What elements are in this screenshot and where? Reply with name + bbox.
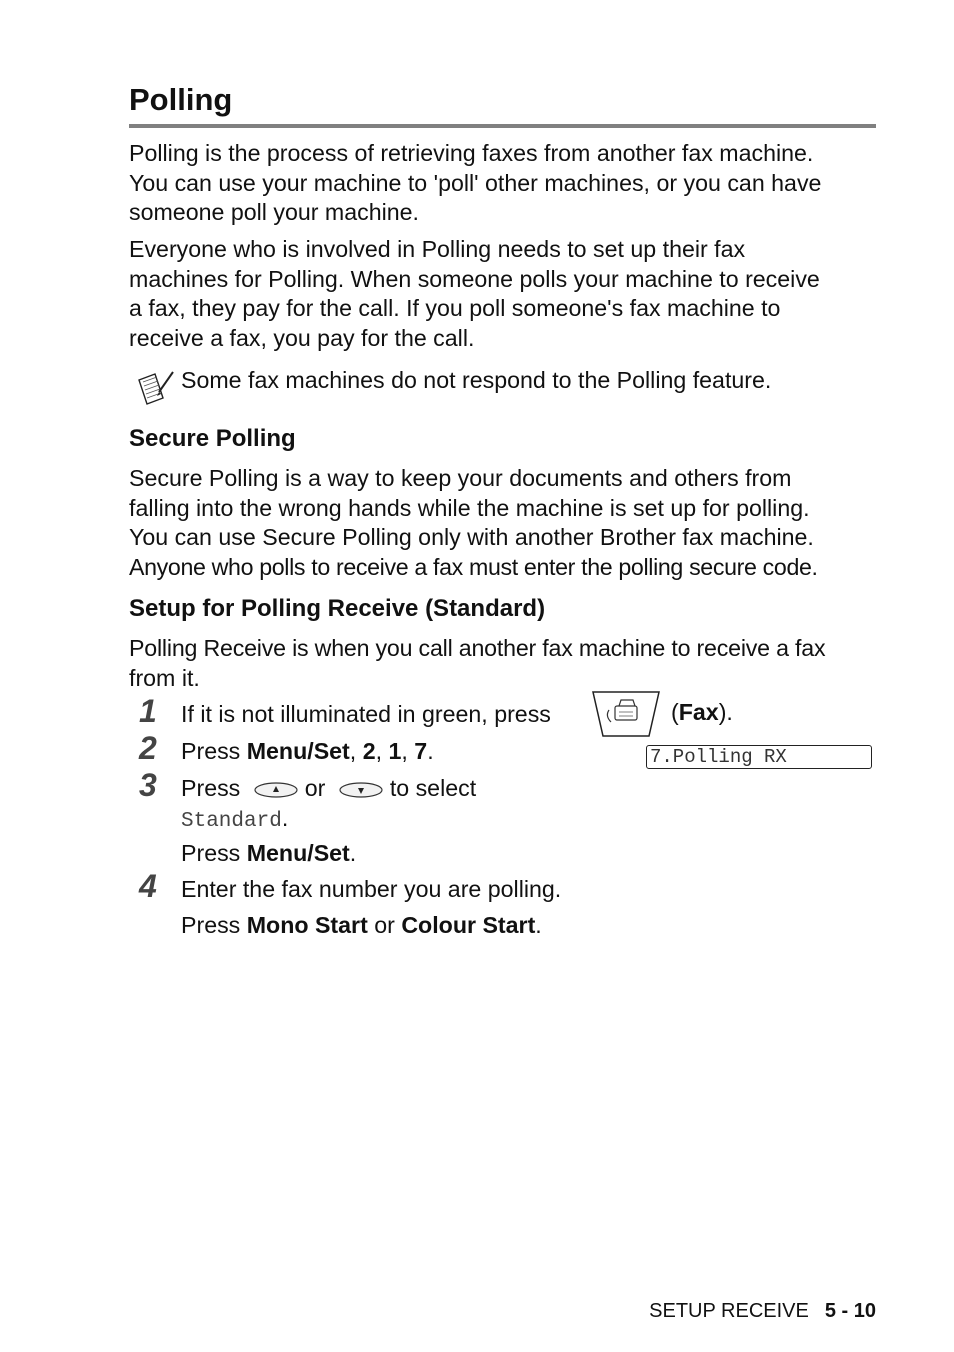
- intro-line: someone poll your machine.: [129, 199, 420, 226]
- step-number: 1: [139, 693, 157, 729]
- period: .: [281, 805, 289, 831]
- press-word: Press: [181, 775, 241, 801]
- menu-set-key: Menu/Set: [246, 840, 350, 866]
- secure-line: Anyone who polls to receive a fax must enter the polling secure code.: [129, 553, 818, 580]
- or-word: or: [304, 775, 326, 801]
- note-pencil-icon: [135, 368, 175, 408]
- secure-polling-paragraph: [129, 464, 876, 582]
- comma: ,: [375, 738, 389, 764]
- key-7: 7: [414, 738, 428, 764]
- comma: ,: [349, 738, 363, 764]
- step-4-press-line: [181, 911, 542, 940]
- setup-heading: Setup for Polling Receive (Standard): [129, 595, 546, 622]
- paren-close: ).: [718, 699, 733, 725]
- secure-line: Secure Polling is a way to keep your documents and others from: [129, 465, 792, 491]
- period: .: [535, 912, 542, 938]
- title-rule: [129, 124, 876, 128]
- step-2-text: [181, 737, 434, 766]
- or-word: or: [367, 912, 402, 938]
- footer-page-number: 5 - 10: [824, 1300, 876, 1322]
- intro2-line: Everyone who is involved in Polling needs to set up their fax: [129, 236, 746, 262]
- step-3-value-line: [181, 804, 288, 836]
- intro2-line: machines for Polling. When someone polls your machine to receive: [129, 265, 820, 292]
- page-title: Polling: [129, 82, 233, 117]
- period: .: [349, 840, 357, 866]
- paren-open: (: [671, 699, 679, 725]
- secure-polling-heading: Secure Polling: [129, 425, 296, 452]
- fax-key-icon[interactable]: [591, 690, 661, 738]
- mono-start-key: Mono Start: [246, 912, 368, 938]
- step-3-press-line: [181, 839, 356, 868]
- secure-line: falling into the wrong hands while the machine is set up for polling.: [129, 494, 810, 521]
- setup-line: from it.: [129, 664, 200, 691]
- fax-key-name: Fax: [678, 699, 719, 725]
- press-word: Press: [181, 738, 247, 764]
- step-3-text: [181, 774, 476, 803]
- intro-line: Polling is the process of retrieving faxes from another fax machine.: [129, 140, 814, 166]
- intro2-line: receive a fax, you pay for the call.: [129, 324, 475, 351]
- page-footer: [649, 1298, 876, 1324]
- intro2-line: a fax, they pay for the call. If you poll someone's fax machine to: [129, 295, 781, 322]
- fax-key-label: [671, 698, 733, 727]
- select-word: to select: [389, 775, 477, 801]
- press-word: Press: [181, 840, 247, 866]
- lcd-display: 7.Polling RX: [646, 745, 872, 769]
- menu-set-key: Menu/Set: [246, 738, 350, 764]
- note-text: Some fax machines do not respond to the Polling feature.: [181, 367, 772, 393]
- up-arrow-key-icon[interactable]: [253, 780, 299, 800]
- footer-section: SETUP RECEIVE: [649, 1300, 809, 1322]
- secure-line: You can use Secure Polling only with another Brother fax machine.: [129, 524, 814, 551]
- standard-value: Standard: [181, 810, 282, 833]
- key-2: 2: [362, 738, 376, 764]
- step-number: 2: [139, 730, 157, 766]
- setup-paragraph: [129, 634, 876, 693]
- intro-line: You can use your machine to 'poll' other machines, or you can have: [129, 169, 822, 196]
- intro-paragraph: [129, 139, 876, 228]
- down-arrow-key-icon[interactable]: [338, 780, 384, 800]
- step-4-text: Enter the fax number you are polling.: [181, 876, 562, 902]
- step-number: 4: [139, 868, 157, 904]
- colour-start-key: Colour Start: [401, 912, 536, 938]
- comma: ,: [401, 738, 415, 764]
- period: .: [427, 738, 434, 764]
- key-1: 1: [388, 738, 402, 764]
- press-word: Press: [181, 912, 247, 938]
- step-number: 3: [139, 767, 157, 803]
- setup-line: Polling Receive is when you call another fax machine to receive a fax: [129, 635, 826, 661]
- step-1-text: If it is not illuminated in green, press: [181, 701, 551, 727]
- intro2-paragraph: [129, 235, 876, 353]
